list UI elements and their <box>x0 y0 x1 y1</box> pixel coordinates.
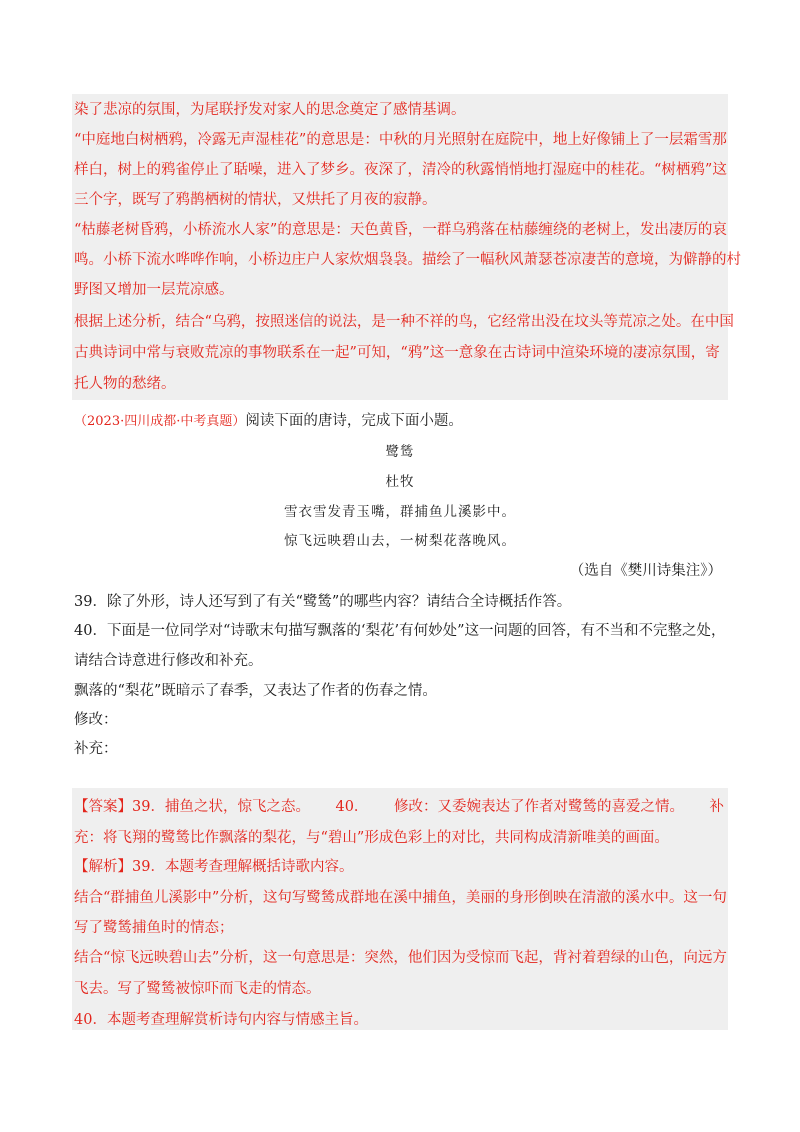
answer-39: 【答案】39．捕鱼之状，惊飞之态。 <box>74 799 310 815</box>
answer-40-label: 40． <box>335 799 369 815</box>
analysis-line: 根据上述分析，结合“乌鸦，按照迷信的说法，是一种不祥的鸟，它经常出没在坟头等荒凉之处。在中国 <box>74 314 734 330</box>
analysis-line: 托人物的愁绪。 <box>74 376 176 392</box>
analysis-line: 三个字，既写了鸦鹊栖树的情状，又烘托了月夜的寂静。 <box>74 192 437 208</box>
poem-title: 鹭鸶 <box>385 444 415 460</box>
analysis-line: 鸣。小桥下流水哗哗作响，小桥边庄户人家炊烟袅袅。描绘了一幅秋风萧瑟苍凉凄苦的意境，为僻静的村 <box>74 252 741 268</box>
analysis-line: “中庭地白树栖鸦，冷露无声湿桂花”的意思是：中秋的月光照射在庭院中，地上好像铺上了一层霜雪那 <box>74 132 727 148</box>
poem-source: （选自《樊川诗集注》） <box>569 563 722 579</box>
analysis-line: 染了悲凉的氛围，为尾联抒发对家人的思念奠定了感情基调。 <box>74 102 466 118</box>
analysis-39-line: 写了鹭鸶捕鱼时的情态； <box>74 920 234 936</box>
question-39: 39．除了外形，诗人还写到了有关“鹭鸶”的哪些内容？请结合全诗概括作答。 <box>74 594 572 610</box>
supplement-label: 补充： <box>74 741 118 757</box>
analysis-39-line: 结合“群捕鱼儿溪影中”分析，这句写鹭鸶成群地在溪中捕鱼，美丽的身形倒映在清澈的溪水中。这一句 <box>74 890 727 906</box>
answer-40-revise: 修改：又委婉表达了作者对鹭鸶的喜爱之情。 <box>393 799 684 815</box>
analysis-heading: 【解析】39．本题考查理解概括诗歌内容。 <box>74 859 354 875</box>
poem-line-1: 雪衣雪发青玉嘴，群捕鱼儿溪影中。 <box>284 504 516 520</box>
answer-line-2: 充：将飞翔的鹭鸶比作飘落的梨花，与“碧山”形成色彩上的对比，共同构成清新唯美的画面。 <box>74 830 669 846</box>
question-header <box>74 411 728 432</box>
analysis-39-line: 飞去。写了鹭鸶被惊吓而飞走的情态。 <box>74 981 321 997</box>
analysis-line: 古典诗词中常与衰败荒凉的事物联系在一起”可知，“鸦”这一意象在古诗词中渲染环境的凄凉氛围，寄 <box>74 345 720 361</box>
answer-line-1 <box>74 797 724 817</box>
analysis-line: 样白，树上的鸦雀停止了聒噪，进入了梦乡。夜深了，清冷的秋露悄悄地打湿庭中的桂花。“树栖鸦”这 <box>74 162 727 178</box>
instruction: 阅读下面的唐诗，完成下面小题。 <box>245 413 463 429</box>
student-answer: 飘落的“梨花”既暗示了春季，又表达了作者的伤春之情。 <box>74 683 437 699</box>
analysis-40-line: 40．本题考查理解赏析诗句内容与情感主旨。 <box>74 1012 368 1028</box>
analysis-39-line: 结合“惊飞远映碧山去”分析，这一句意思是：突然，他们因为受惊而飞起，背衬着碧绿的山色，向远方 <box>74 950 727 966</box>
question-40-line-2: 请结合诗意进行修改和补充。 <box>74 653 263 669</box>
poem-author: 杜牧 <box>385 474 415 490</box>
question-40-line-1: 40．下面是一位同学对“诗歌末句描写飘落的‘梨花’有何妙处”这一问题的回答，有不当和不完整之处， <box>74 623 726 639</box>
answer-40-supplement-start: 补 <box>709 799 724 815</box>
analysis-line: “枯藤老树昏鸦，小桥流水人家”的意思是：天色黄昏，一群乌鸦落在枯藤缠绕的老树上，发出凄厉的哀 <box>74 222 727 238</box>
poem-line-2: 惊飞远映碧山去，一树梨花落晚风。 <box>284 533 516 549</box>
revise-label: 修改： <box>74 712 118 728</box>
source-tag: （2023·四川成都·中考真题） <box>74 414 246 429</box>
analysis-line: 野图又增加一层荒凉感。 <box>74 282 234 298</box>
